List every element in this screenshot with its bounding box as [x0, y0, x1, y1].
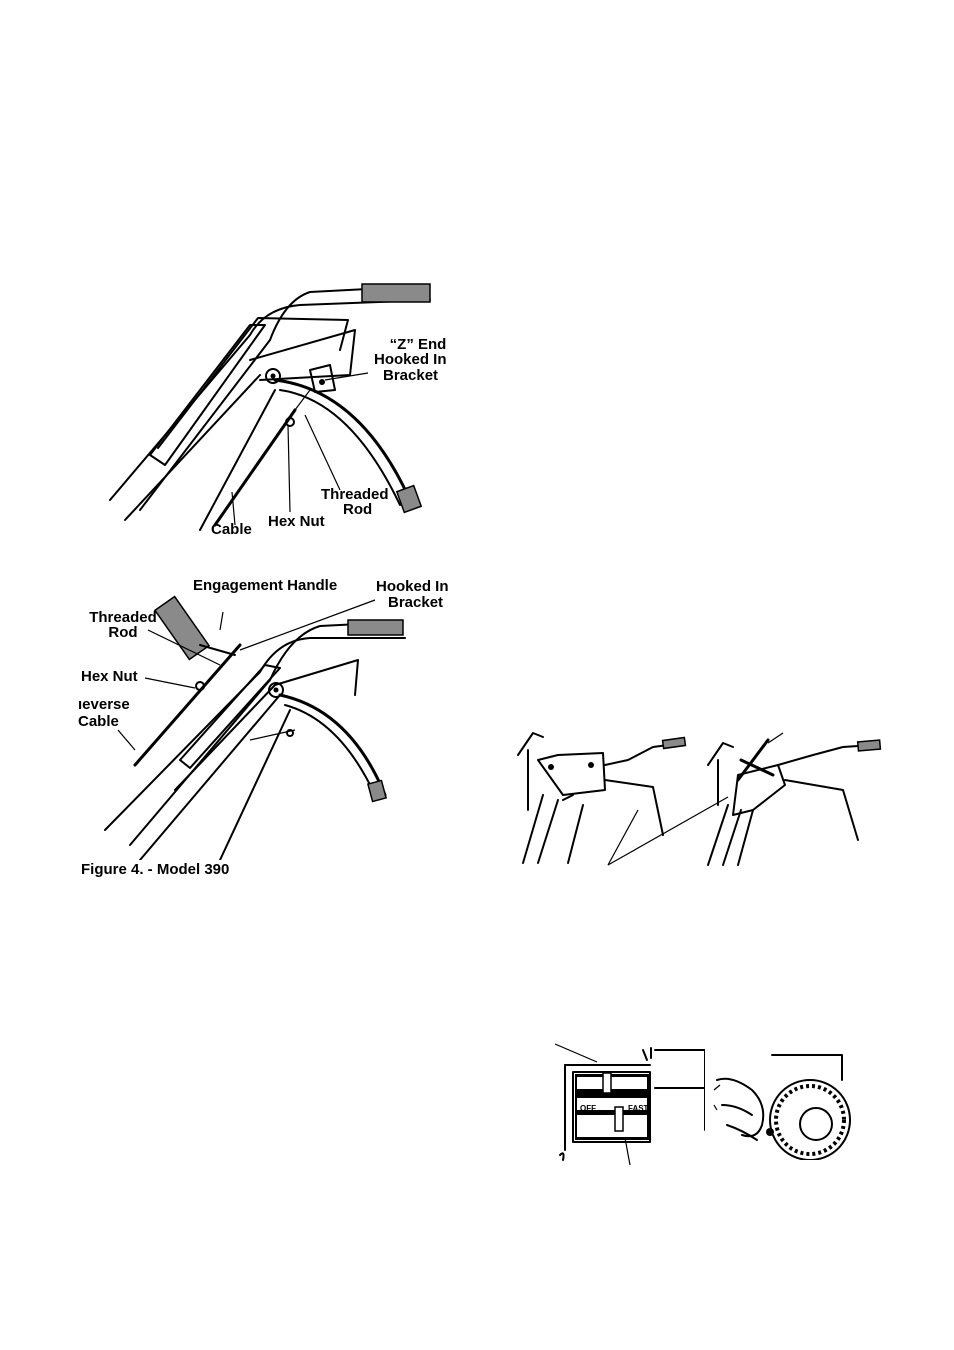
figure-top-drawing: [100, 280, 460, 540]
label-rod-top: Rod: [343, 501, 373, 518]
figure-recoil-starter: [712, 1050, 852, 1160]
label-reverse: ıeverse: [78, 696, 130, 713]
label-cable-bottom: Cable: [78, 713, 119, 730]
recoil-starter-drawing: [712, 1050, 852, 1160]
label-hooked-in-bottom: Hooked In: [376, 578, 449, 595]
label-bracket-top: Bracket: [383, 367, 439, 384]
label-bracket-bottom: Bracket: [388, 594, 444, 611]
label-hooked-in-top: Hooked In: [374, 351, 447, 368]
figure-caption: Figure 4. - Model 390: [81, 861, 230, 878]
figure-handlebar-panels: [513, 725, 891, 875]
label-z-end: “Z” End: [389, 336, 447, 353]
label-hex-nut-bottom: Hex Nut: [81, 668, 138, 685]
label-cable-top: Cable: [211, 521, 252, 538]
label-engagement-handle: Engagement Handle: [193, 577, 338, 594]
figure-top-handle-cable: [100, 280, 460, 540]
label-choke: CHOKE: [618, 1090, 647, 1099]
label-off: OFF: [580, 1104, 596, 1113]
label-fast: FAST: [628, 1104, 649, 1113]
control-panel-drawing: [555, 1040, 705, 1165]
label-threaded-top: Threaded: [321, 486, 389, 503]
label-run: RUN: [580, 1090, 598, 1099]
label-rod-bottom: Rod: [108, 624, 138, 641]
label-hex-nut-top: Hex Nut: [268, 513, 325, 530]
figure-control-panel: [555, 1040, 705, 1165]
figure-handlebar-drawing: [513, 725, 891, 875]
label-threaded-bottom: Threaded: [89, 609, 157, 626]
